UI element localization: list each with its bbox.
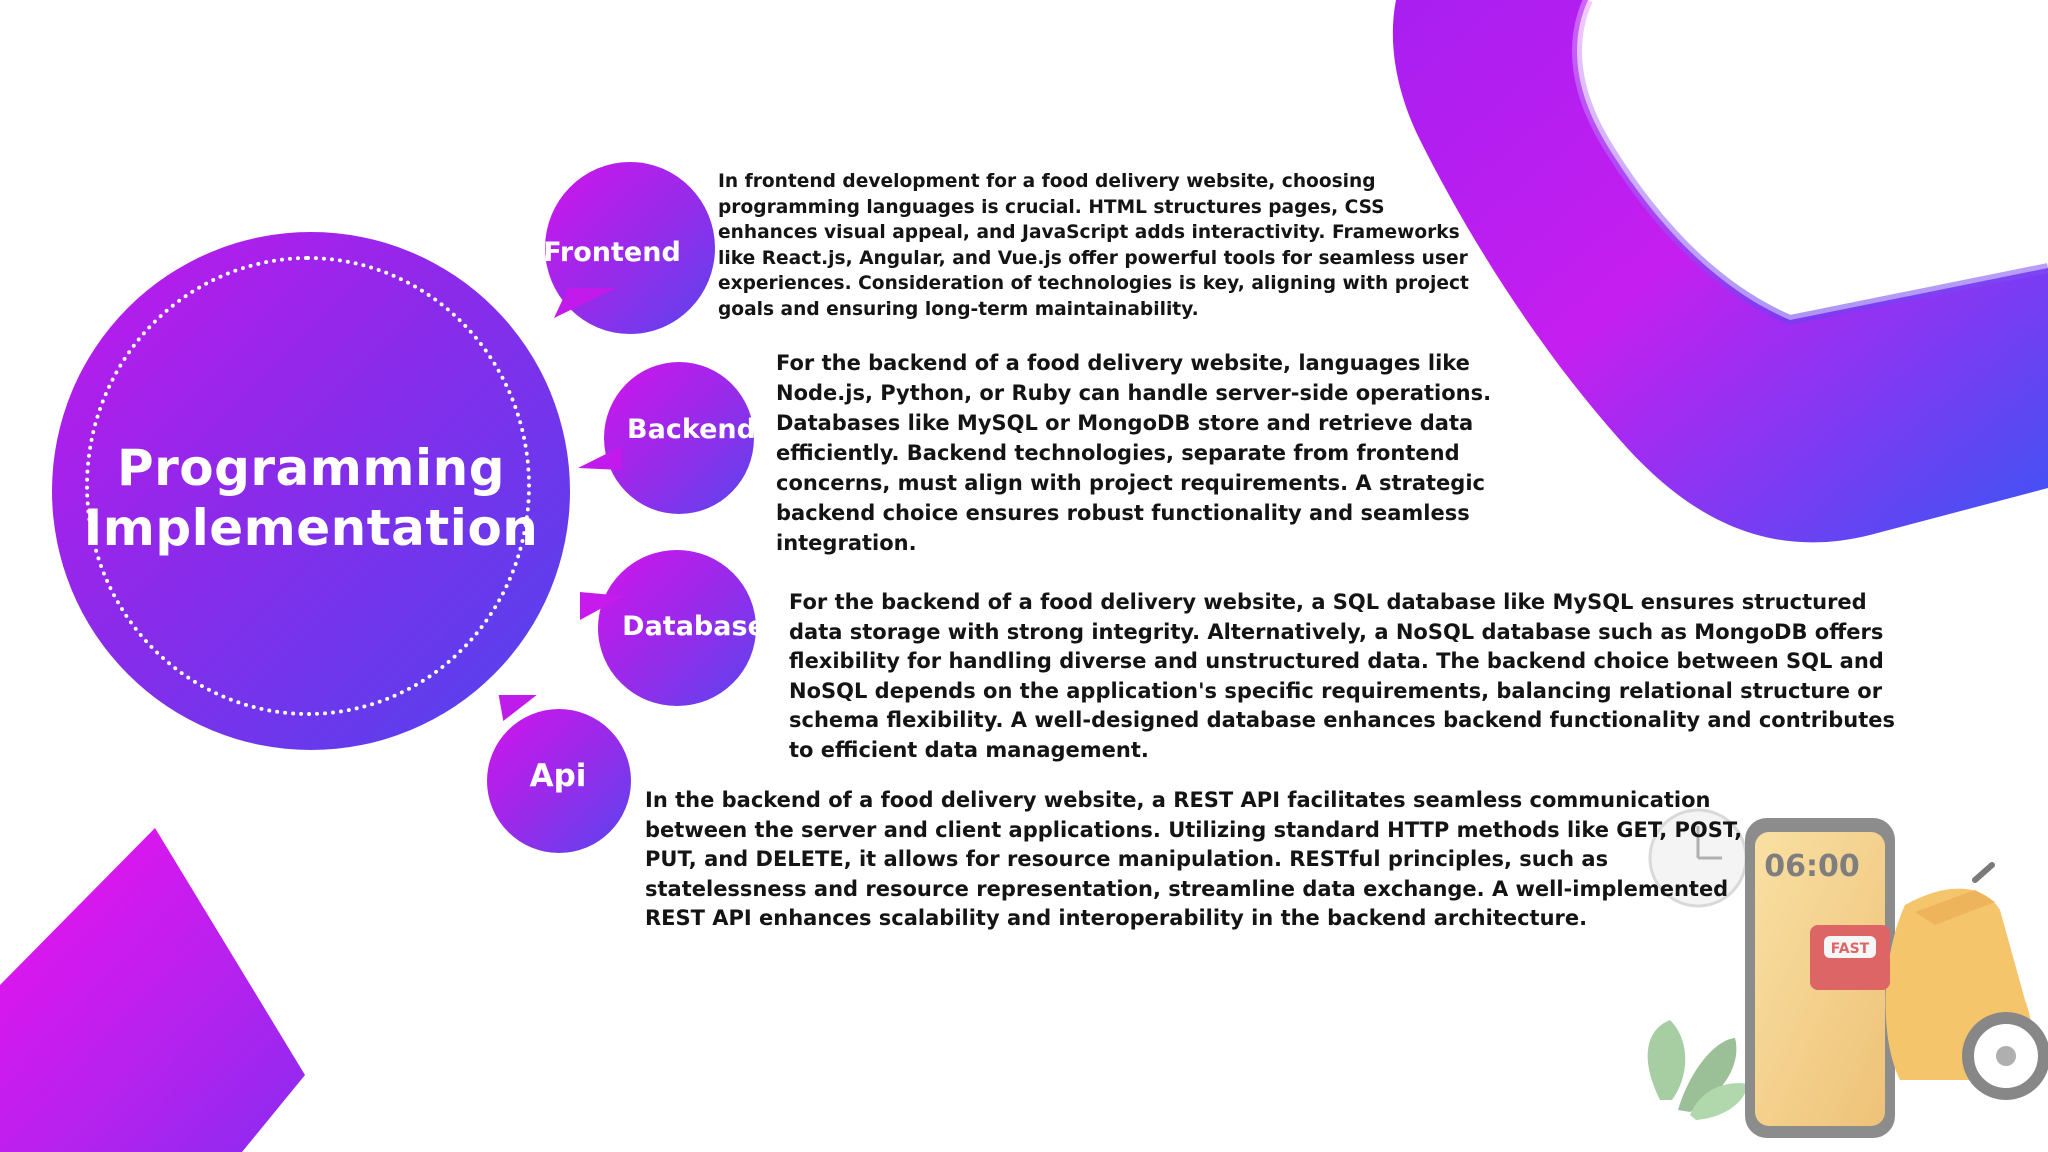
frontend-label: Frontend — [543, 236, 681, 268]
api-bubble-tail — [499, 695, 542, 721]
frontend-description: In frontend development for a food delivery website, choosing programming languages is crucial. HTML structures pages, CSS enhances visual appeal, and JavaScript adds interactivity. Frameworks like React.js, Angular, and Vue.js offer powerful tools for seamless user experiences. Consideration of technologies is key, aligning with project goals and ensuring long-term maintainability. — [718, 171, 1469, 320]
api-bubble — [487, 709, 631, 853]
badge-text: FAST — [1830, 941, 1870, 957]
phone-clock-text: 06:00 — [1764, 849, 1860, 884]
backend-bubble-tail — [578, 446, 622, 470]
corner-shape — [0, 828, 305, 1152]
frontend-bubble-tail — [554, 288, 616, 318]
frontend-bubble — [545, 162, 715, 334]
api-description: In the backend of a food delivery website, a REST API facilitates seamless communication between the server and client applications. Utilizing standard HTTP methods like GET, POST, PUT, and DELETE, it allows for resource manipulation. RESTful principles, such as statelessness and resource representation, streamline data exchange. A well-implemented REST API enhances scalability and interoperability in the backend architecture. — [645, 788, 1743, 931]
database-label: Database — [622, 610, 766, 642]
database-bubble — [598, 550, 766, 706]
plant-icon — [1648, 1020, 1748, 1120]
api-label: Api — [529, 758, 587, 794]
main-circle — [52, 232, 570, 750]
slide-title: Programming Implementation — [83, 439, 539, 557]
backend-bubble — [604, 362, 754, 514]
database-bubble-tail — [580, 592, 624, 620]
backend-description: For the backend of a food delivery website, languages like Node.js, Python, or Ruby can handle server-side operations. Databases like MySQL or MongoDB store and retrieve data efficiently. Backend technologies, separate from frontend concerns, must align with project requirements. A strategic backend choice ensures robust functionality and seamless integration. — [776, 351, 1492, 555]
database-description: For the backend of a food delivery website, a SQL database like MySQL ensures structured data storage with strong integrity. Alternatively, a NoSQL database such as MongoDB offers flexibility for handling diverse and unstructured data. The backend choice between SQL and NoSQL depends on the application's specific requirements, balancing relational structure or schema flexibility. A well-designed database enhances backend functionality and contributes to efficient data management. — [789, 590, 1896, 762]
backend-label: Backend — [627, 413, 756, 445]
